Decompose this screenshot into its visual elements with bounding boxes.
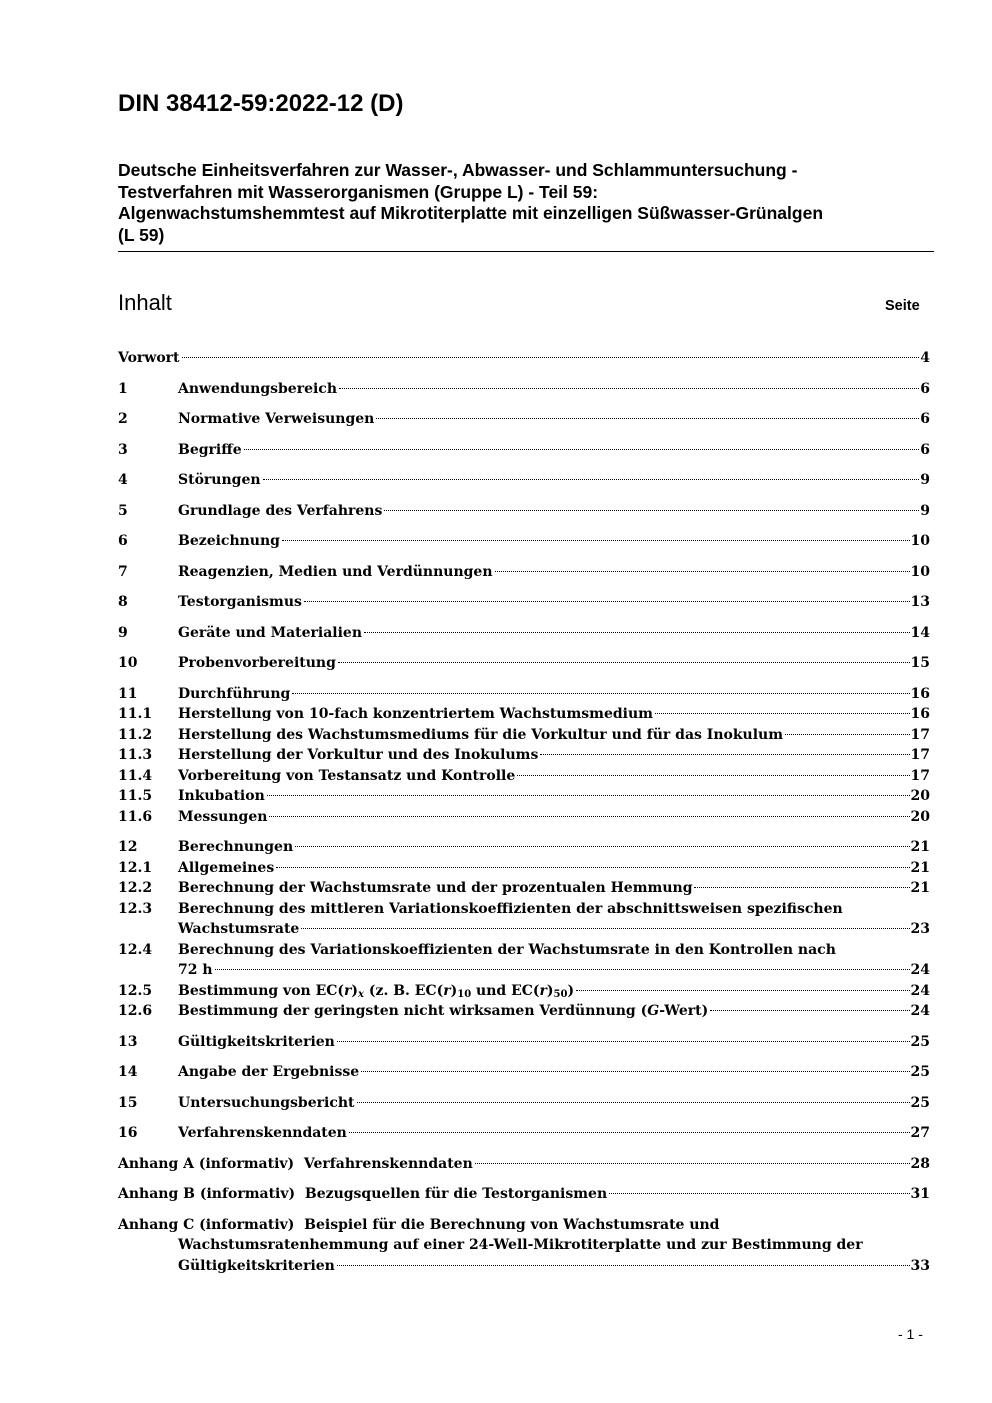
toc-entry-title: Reagenzien, Medien und Verdünnungen — [178, 563, 493, 580]
leader-dots — [263, 479, 920, 480]
leader-dots — [655, 713, 910, 714]
toc-entry-number: 11.1 — [118, 706, 153, 722]
toc-entry-title: Berechnung der Wachstumsrate und der prozentualen Hemmung — [178, 880, 693, 896]
toc-entry-title: Vorwort — [118, 350, 180, 366]
leader-dots — [609, 1193, 909, 1194]
toc-entry-page: 15 — [910, 655, 930, 671]
toc-entry-number: 11 — [118, 685, 138, 702]
toc-entry-number: 5 — [118, 502, 128, 519]
leader-dots — [576, 990, 909, 991]
leader-dots — [304, 601, 910, 602]
title-line: (L 59) — [118, 224, 165, 245]
toc-entry-title: Herstellung von 10-fach konzentriertem Wachstumsmedium — [178, 706, 653, 722]
toc-entry-page: 31 — [910, 1186, 930, 1202]
title-rule — [118, 251, 934, 252]
toc-entry-title-continued: 72 h — [178, 962, 213, 978]
toc-entry-page: 17 — [910, 726, 930, 743]
toc-entry-title: Gültigkeitskriterien — [178, 1033, 335, 1050]
toc-entry-page: 25 — [910, 1064, 930, 1080]
toc-entry-title: Grundlage des Verfahrens — [178, 502, 383, 519]
doc-id: DIN 38412-59:2022-12 (D) — [118, 90, 404, 117]
leader-dots — [182, 357, 920, 358]
page-number-footer: - 1 - — [898, 1326, 923, 1342]
leader-dots — [282, 540, 910, 541]
leader-dots — [384, 510, 919, 511]
toc-entry-title: Anhang C (informativ) Beispiel für die Berechnung von Wachstumsrate und — [118, 1216, 720, 1233]
toc-entry-title: Berechnung des mittleren Variationskoeffizienten der abschnittsweisen spezifischen — [178, 900, 843, 917]
toc-entry-number: 13 — [118, 1033, 138, 1050]
toc-entry-number: 9 — [118, 624, 128, 641]
toc-entry-page: 21 — [910, 859, 930, 876]
toc-entry-title: Geräte und Materialien — [178, 624, 363, 641]
toc-entry-title: Bestimmung von $EC(r)_x$ (z. B. $EC(r)_{10}$ und $EC(r)_{50}$) — [178, 982, 575, 1000]
leader-dots — [376, 418, 919, 419]
toc-entry-number: 11.6 — [118, 808, 153, 825]
toc-entry-number: 7 — [118, 563, 128, 580]
toc-entry-page: 25 — [910, 1094, 930, 1111]
leader-dots — [357, 1102, 910, 1103]
toc-entry-page: 9 — [920, 472, 930, 488]
toc-entry-page: 4 — [920, 350, 930, 366]
leader-dots — [361, 1071, 909, 1072]
toc-entry-page: 13 — [910, 594, 930, 610]
toc-entry-page: 6 — [920, 411, 930, 427]
toc-entry-page: 17 — [910, 747, 930, 763]
toc-entry-number: 8 — [118, 594, 128, 610]
toc-entry-title: Probenvorbereitung — [178, 655, 336, 671]
toc-entry-title: Inkubation — [178, 788, 265, 804]
leader-dots — [267, 795, 910, 796]
toc-entry-title: Bezeichnung — [178, 533, 280, 549]
toc-entry-page: 23 — [910, 921, 930, 937]
leader-dots — [495, 571, 910, 572]
toc-entry-page: 24 — [910, 962, 930, 978]
leader-dots — [292, 693, 909, 694]
toc-entry-number: 12.2 — [118, 880, 153, 896]
toc-entry-title: Vorbereitung von Testansatz und Kontrolle — [178, 767, 516, 784]
toc-entry-page: 6 — [920, 380, 930, 397]
toc-entry-page: 33 — [910, 1257, 930, 1274]
toc-entry-title: Messungen — [178, 808, 268, 825]
toc-entry-number: 16 — [118, 1125, 138, 1141]
leader-dots — [339, 388, 919, 389]
leader-dots — [276, 867, 909, 868]
toc-entry-title: Herstellung des Wachstumsmediums für die Vorkultur und für das Inokulum — [178, 726, 784, 743]
toc-entry-page: 27 — [910, 1125, 930, 1141]
toc-entry-number: 12.4 — [118, 941, 153, 958]
toc-entry-title: Herstellung der Vorkultur und des Inokulums — [178, 747, 539, 763]
leader-dots — [517, 775, 909, 776]
toc-entry-number: 11.5 — [118, 788, 153, 804]
toc-entry-number: 12.6 — [118, 1003, 153, 1019]
toc-entry-page: 9 — [920, 502, 930, 519]
toc-entry-number: 15 — [118, 1094, 138, 1111]
toc-entry-page: 6 — [920, 441, 930, 458]
toc-entry-page: 28 — [910, 1155, 930, 1172]
toc-entry-title-continued: Gültigkeitskriterien — [178, 1257, 335, 1274]
toc-entry-title: Allgemeines — [178, 859, 275, 876]
toc-entry-number: 12.1 — [118, 859, 153, 876]
toc-entry-title: Berechnungen — [178, 839, 294, 855]
leader-dots — [337, 1265, 910, 1266]
toc-entry-title: Anwendungsbereich — [178, 380, 337, 397]
toc-entry-page: 20 — [910, 808, 930, 825]
toc-entry-page: 10 — [910, 533, 930, 549]
toc-entry-number: 1 — [118, 380, 128, 397]
toc-entry-number: 12.5 — [118, 982, 153, 999]
leader-dots — [337, 1041, 910, 1042]
toc-entry-title: Störungen — [178, 472, 261, 488]
leader-dots — [710, 1010, 909, 1011]
toc-entry-number: 11.4 — [118, 767, 153, 784]
toc-entry-page: 21 — [910, 880, 930, 896]
leader-dots — [475, 1163, 910, 1164]
toc-entry-title: Untersuchungsbericht — [178, 1094, 355, 1111]
title-line: Algenwachstumshemmtest auf Mikrotiterplatte mit einzelligen Süßwasser-Grünalgen — [118, 203, 824, 223]
leader-dots — [349, 1132, 910, 1133]
page-column-label: Seite — [885, 298, 920, 314]
toc-entry-page: 20 — [910, 788, 930, 804]
toc-entry-page: 21 — [910, 839, 930, 855]
toc-entry-number: 4 — [118, 472, 128, 488]
toc-entry-page: 16 — [910, 685, 930, 702]
toc-entry-number: 3 — [118, 441, 128, 458]
toc-entry-title: Durchführung — [178, 685, 291, 702]
toc-entry-number: 14 — [118, 1064, 138, 1080]
toc-entry-number: 6 — [118, 533, 128, 549]
leader-dots — [694, 887, 909, 888]
leader-dots — [785, 734, 909, 735]
toc-entry-number: 12.3 — [118, 900, 153, 917]
toc-entry-page: 16 — [910, 706, 930, 722]
toc-entry-number: 12 — [118, 839, 138, 855]
doc-title — [118, 160, 933, 246]
leader-dots — [364, 632, 910, 633]
toc-heading: Inhalt — [118, 290, 172, 315]
toc-entry-title: Begriffe — [178, 441, 242, 458]
leader-dots — [215, 969, 910, 970]
toc-entry-title: Anhang B (informativ) Bezugsquellen für die Testorganismen — [118, 1186, 608, 1202]
toc-entry-title: Berechnung des Variationskoeffizienten der Wachstumsrate in den Kontrollen nach — [178, 941, 836, 958]
toc-entry-title: Normative Verweisungen — [178, 411, 375, 427]
toc-entry-number: 2 — [118, 411, 128, 427]
toc-entry-page: 10 — [910, 563, 930, 580]
toc-entry-number: 10 — [118, 655, 138, 671]
toc-entry-title: Verfahrenskenndaten — [178, 1125, 347, 1141]
toc-entry-title-continued: Wachstumsrate — [178, 921, 300, 937]
toc-entry-title: Anhang A (informativ) Verfahrenskenndaten — [118, 1155, 473, 1172]
leader-dots — [295, 846, 909, 847]
toc-entry-title: Bestimmung der geringsten nicht wirksamen Verdünnung (G-Wert) — [178, 1003, 709, 1019]
leader-dots — [338, 662, 910, 663]
toc-entry-title-continued: Wachstumsratenhemmung auf einer 24-Well-Mikrotiterplatte und zur Bestimmung der — [178, 1237, 863, 1253]
leader-dots — [301, 928, 909, 929]
title-line: Testverfahren mit Wasserorganismen (Gruppe L) - Teil 59: — [118, 181, 599, 202]
title-line: Deutsche Einheitsverfahren zur Wasser-, Abwasser- und Schlammuntersuchung - — [118, 160, 798, 180]
toc-entry-number: 11.2 — [118, 726, 153, 743]
toc-entry-page: 14 — [910, 624, 930, 641]
toc-entry-number: 11.3 — [118, 747, 153, 763]
toc-entry-title: Angabe der Ergebnisse — [178, 1064, 360, 1080]
leader-dots — [269, 816, 909, 817]
leader-dots — [244, 449, 920, 450]
leader-dots — [540, 754, 909, 755]
toc-entry-page: 25 — [910, 1033, 930, 1050]
toc-entry-page: 24 — [910, 982, 930, 999]
toc-entry-page: 17 — [910, 767, 930, 784]
toc-entry-title: Testorganismus — [178, 594, 302, 610]
toc-entry-page: 24 — [910, 1003, 930, 1019]
